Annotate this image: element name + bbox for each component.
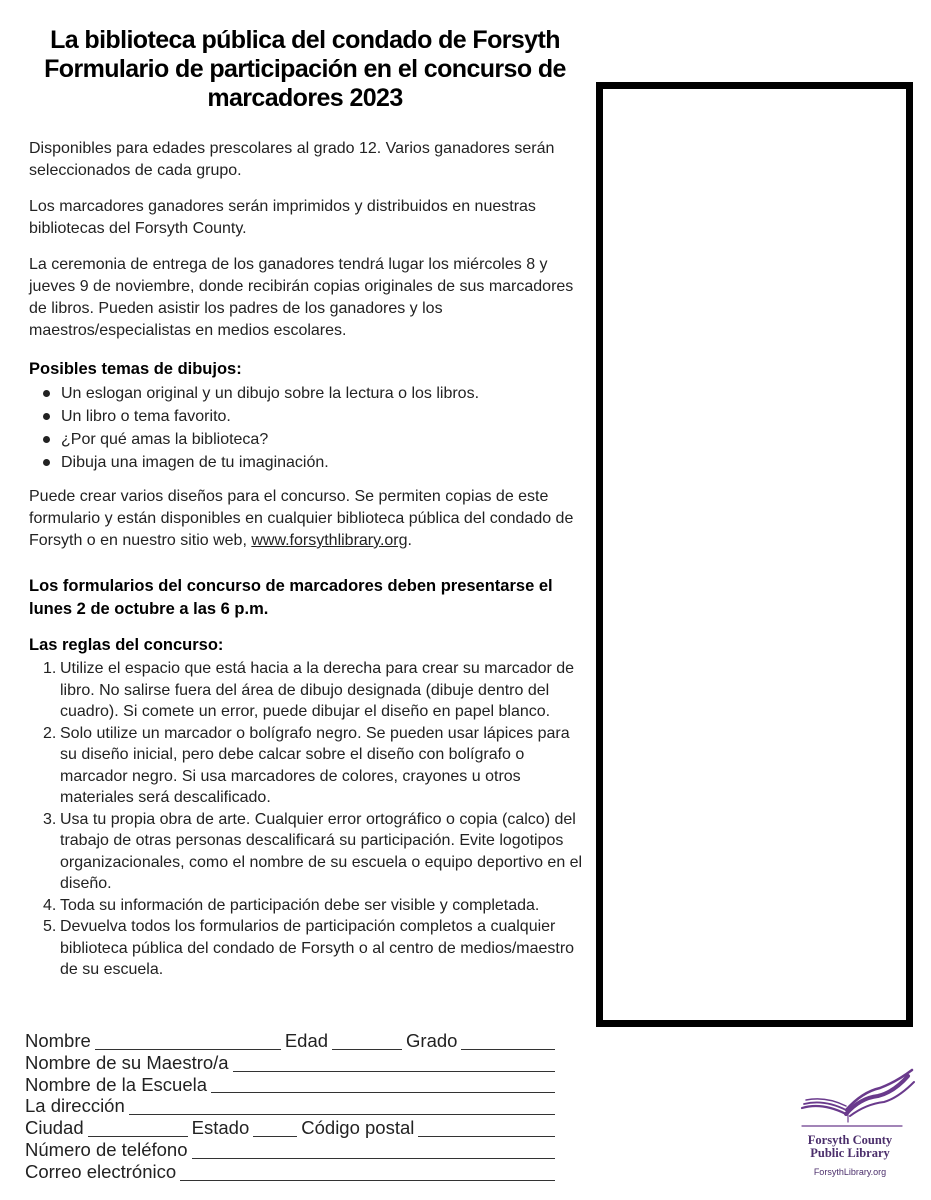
form-row-school — [25, 1074, 555, 1096]
rule-item — [29, 809, 589, 895]
form-row-name — [25, 1030, 555, 1052]
email-label: Correo electrónico — [25, 1160, 177, 1182]
logo-line-2: Public Library — [810, 1146, 890, 1160]
zip-label: Código postal — [301, 1117, 415, 1139]
state-field[interactable] — [253, 1121, 297, 1137]
age-label: Edad — [284, 1030, 329, 1051]
logo-line-1: Forsyth County — [807, 1133, 893, 1147]
teacher-field[interactable] — [233, 1056, 555, 1072]
rule-text: Toda su información de participación debe ser visible y completada. — [60, 896, 540, 914]
library-logo — [798, 1068, 918, 1184]
title-line: Formulario de participación en el concurso de — [44, 55, 566, 83]
bookmark-drawing-area[interactable] — [596, 82, 913, 1027]
email-field[interactable] — [180, 1165, 555, 1181]
address-label: La dirección — [25, 1095, 125, 1117]
phone-field[interactable] — [192, 1143, 556, 1159]
deadline-notice: Los formularios del concurso de marcadores deben presentarse el lunes 2 de octubre a las 6 p.m. — [29, 577, 553, 618]
copies-end: . — [407, 532, 412, 549]
teacher-label: Nombre de su Maestro/a — [25, 1051, 229, 1073]
rules-list — [29, 658, 589, 981]
theme-item: Dibuja una imagen de tu imaginación. — [29, 451, 589, 474]
theme-item: ¿Por qué amas la biblioteca? — [29, 428, 589, 451]
logo-name — [798, 1134, 902, 1160]
rule-text: Usa tu propia obra de arte. Cualquier error ortográfico o copia (calco) del trabajo de otras personas descalificará su participación. Evite logotipos organizacionales, como el nombre de su escuela o equipo deportivo en el diseño. — [60, 810, 583, 892]
themes-heading: Posibles temas de dibujos: — [29, 360, 242, 378]
page-title — [10, 26, 600, 113]
title-line: marcadores 2023 — [207, 84, 403, 112]
title-line: La biblioteca pública del condado de Forsyth — [50, 26, 560, 54]
city-label: Ciudad — [25, 1117, 84, 1139]
grade-label: Grado — [406, 1030, 458, 1051]
rule-number: 2. — [43, 724, 57, 742]
eligibility-paragraph: Disponibles para edades prescolares al grado 12. Varios ganadores serán seleccionados de cada grupo. — [29, 140, 555, 179]
rule-item — [29, 723, 589, 809]
form-row-city — [25, 1117, 555, 1139]
rule-text: Solo utilize un marcador o bolígrafo negro. Se pueden usar lápices para su diseño inicial, pero debe calcar sobre el diseño con bolígrafo o marcador negro. Si usa marcadores de colores, crayones u otros materiales será descalificado. — [60, 724, 570, 806]
rule-number: 4. — [43, 896, 57, 914]
rule-item — [29, 658, 589, 723]
copies-paragraph — [29, 486, 589, 552]
rule-item — [29, 916, 589, 981]
rules-heading: Las reglas del concurso: — [29, 636, 224, 654]
name-field[interactable] — [95, 1034, 281, 1050]
form-row-address — [25, 1095, 555, 1117]
school-field[interactable] — [211, 1077, 555, 1093]
age-field[interactable] — [332, 1034, 402, 1050]
rule-text: Utilize el espacio que está hacia a la derecha para crear su marcador de libro. No salirse fuera del área de dibujo designada (dibuje dentro del cuadro). Si comete un error, puede dibujar el diseño en papel blanco. — [60, 660, 575, 720]
name-label: Nombre — [25, 1030, 91, 1051]
distribution-paragraph: Los marcadores ganadores serán imprimidos y distribuidos en nuestras bibliotecas del Forsyth County. — [29, 198, 536, 237]
logo-url: ForsythLibrary.org — [813, 1167, 887, 1177]
open-book-icon — [798, 1068, 918, 1134]
form-row-email — [25, 1161, 555, 1183]
rule-item — [29, 895, 589, 917]
rule-text: Devuelva todos los formularios de participación completos a cualquier biblioteca pública del condado de Forsyth o al centro de medios/maestro de su escuela. — [60, 918, 575, 978]
theme-item: Un eslogan original y un dibujo sobre la lectura o los libros. — [29, 382, 589, 405]
address-field[interactable] — [129, 1099, 555, 1115]
form-row-phone — [25, 1139, 555, 1161]
zip-field[interactable] — [418, 1121, 555, 1137]
copies-text: Puede crear varios diseños para el concurso. Se permiten copias de este formulario y están disponibles en cualquier biblioteca pública del condado de Forsyth o en nuestro sitio web, — [29, 488, 574, 549]
form-row-teacher — [25, 1052, 555, 1074]
city-field[interactable] — [88, 1121, 188, 1137]
website-link[interactable]: www.forsythlibrary.org — [251, 532, 408, 549]
state-label: Estado — [191, 1117, 250, 1139]
ceremony-paragraph: La ceremonia de entrega de los ganadores tendrá lugar los miércoles 8 y jueves 9 de noviembre, donde recibirán copias originales de sus marcadores de libros. Pueden asistir los padres de los ganadores y los maestros/especialistas en medios escolares. — [29, 256, 574, 339]
phone-label: Número de teléfono — [25, 1138, 188, 1160]
school-label: Nombre de la Escuela — [25, 1073, 208, 1095]
rule-number: 3. — [43, 810, 57, 828]
entry-form — [25, 1030, 555, 1183]
grade-field[interactable] — [461, 1034, 555, 1050]
theme-item: Un libro o tema favorito. — [29, 405, 589, 428]
themes-list — [29, 382, 589, 474]
rule-number: 5. — [43, 918, 57, 935]
rule-number: 1. — [43, 660, 57, 677]
